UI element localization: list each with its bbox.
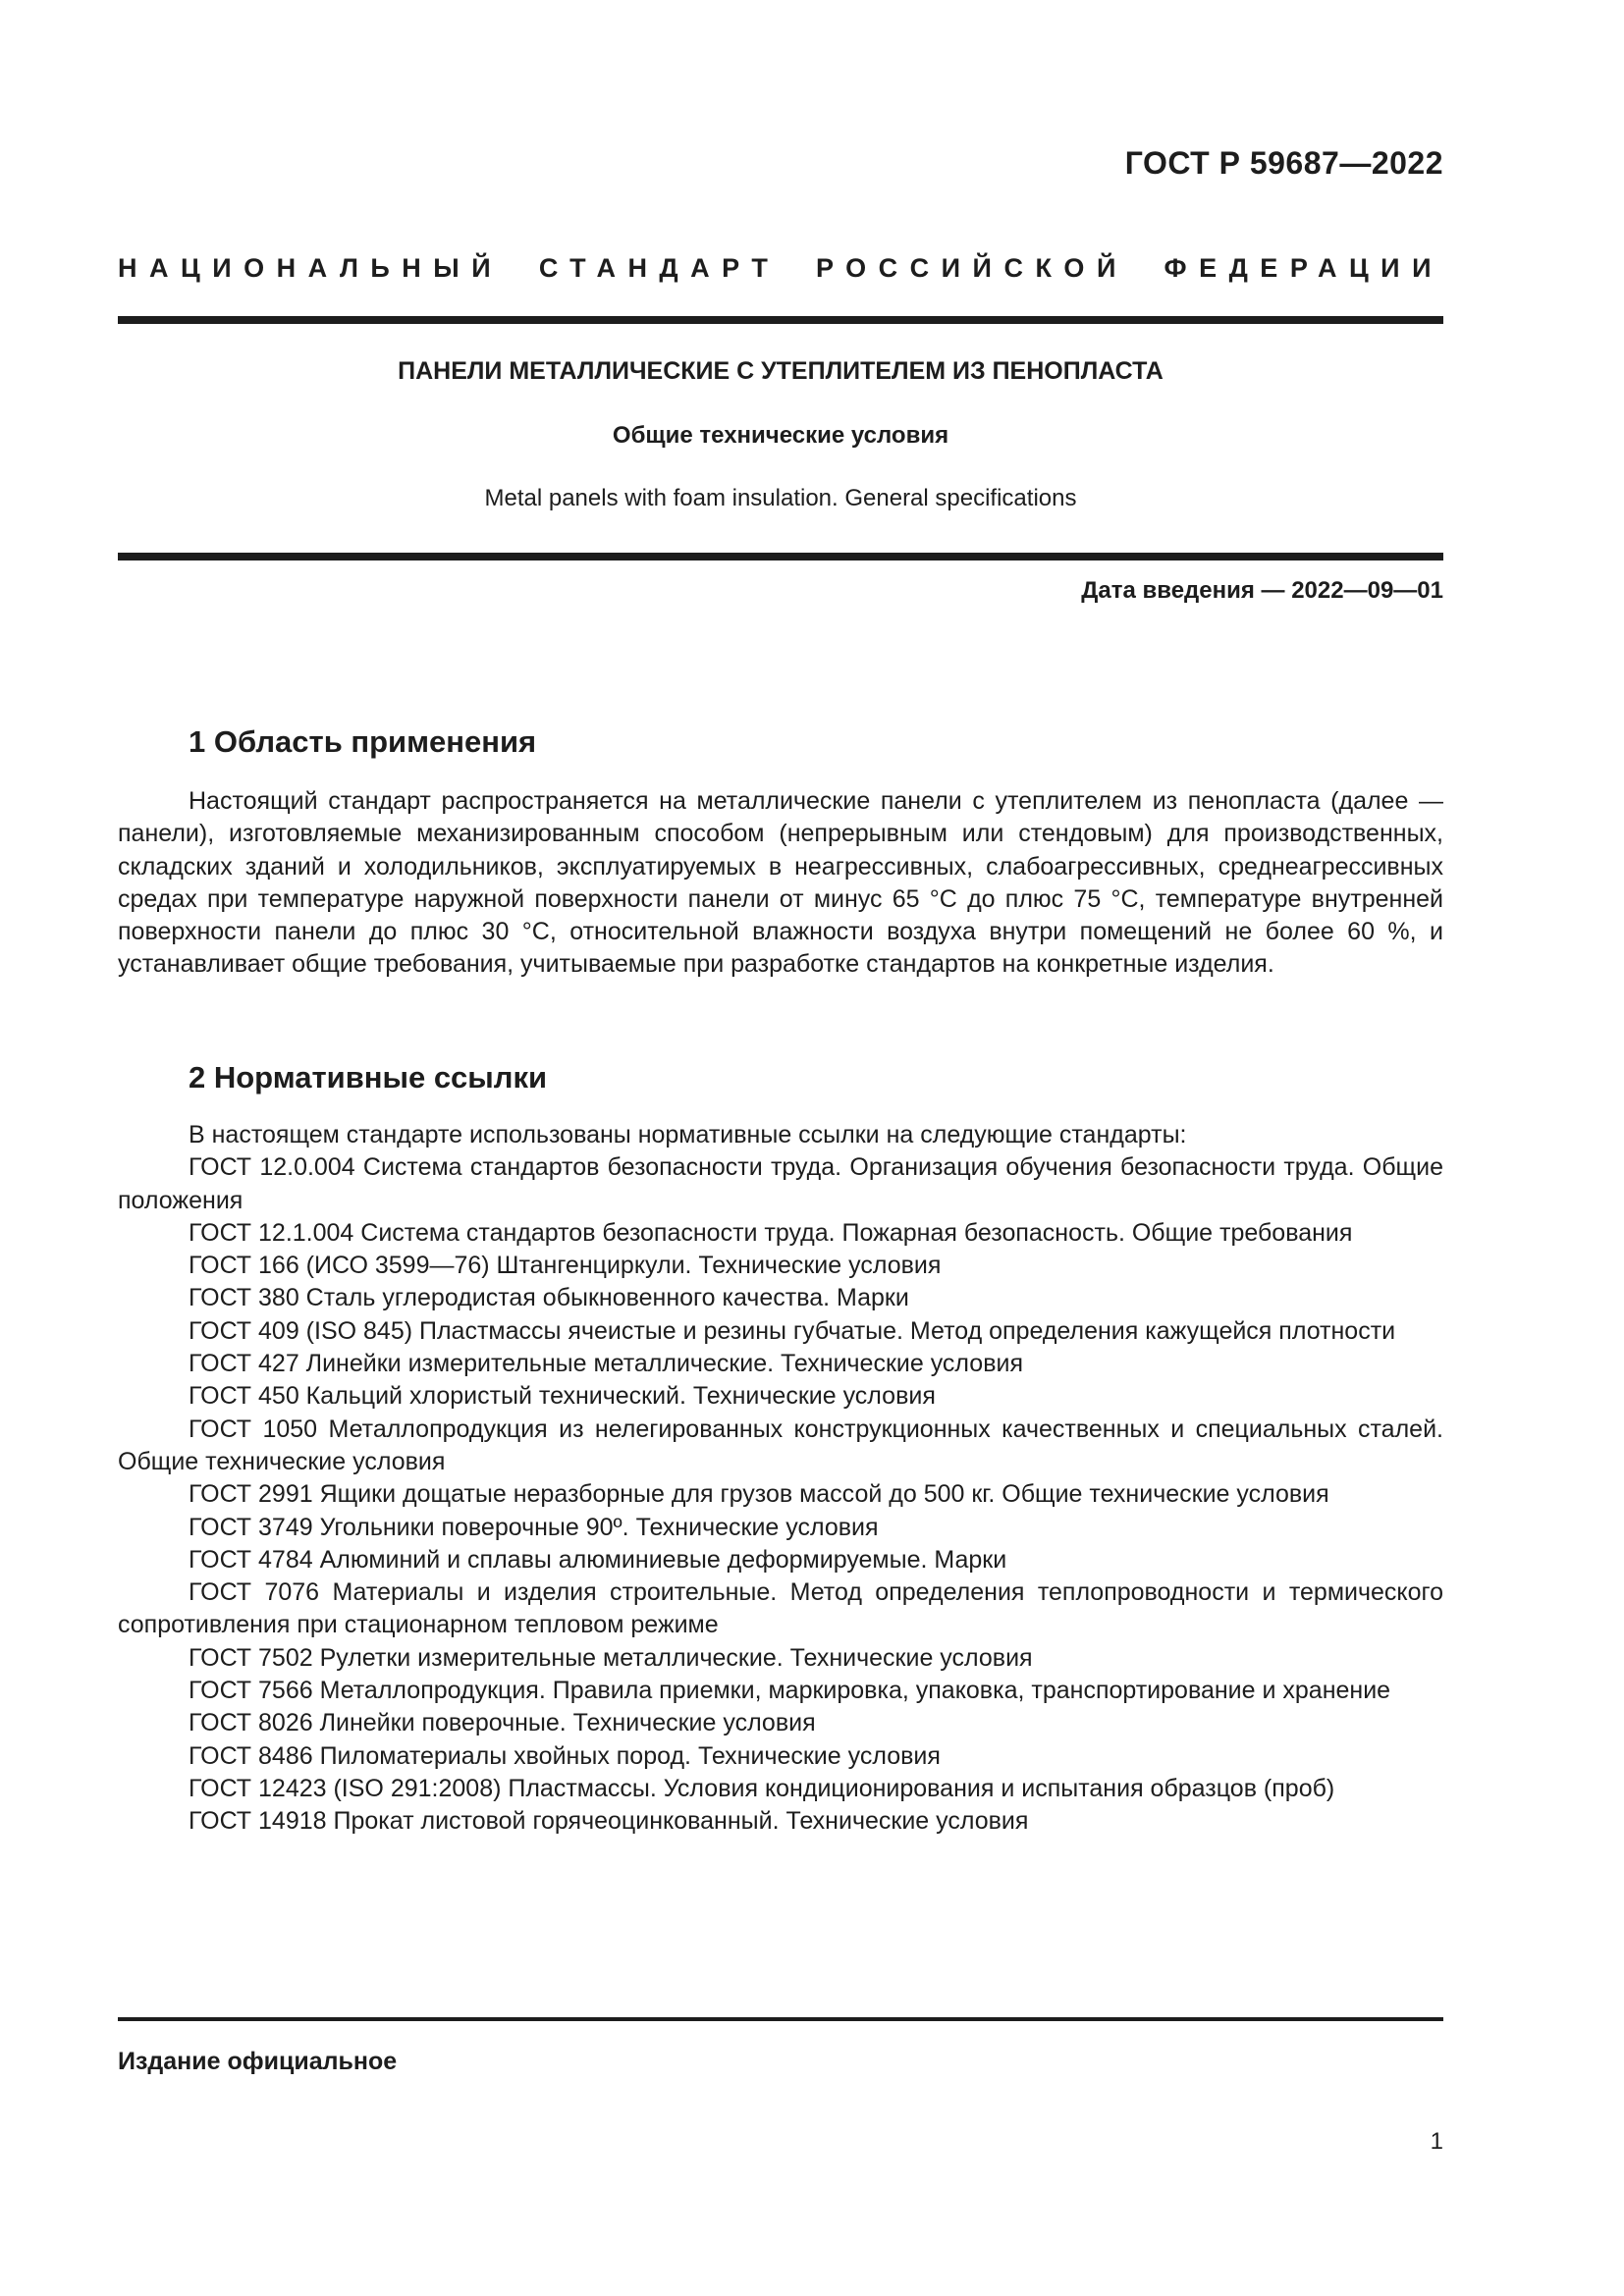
official-edition-label: Издание официальное <box>118 2048 398 2075</box>
section-heading-references: 2 Нормативные ссылки <box>189 1060 548 1095</box>
document-title-english: Metal panels with foam insulation. General specifications <box>484 485 1077 511</box>
top-divider <box>118 316 1443 324</box>
reference-item: ГОСТ 8486 Пиломатериалы хвойных пород. Технические условия <box>189 1741 941 1770</box>
reference-item: ГОСТ 166 (ИСО 3599—76) Штангенциркули. Технические условия <box>189 1252 942 1280</box>
reference-item: ГОСТ 3749 Угольники поверочные 90º. Технические условия <box>189 1513 879 1541</box>
document-title: ПАНЕЛИ МЕТАЛЛИЧЕСКИЕ С УТЕПЛИТЕЛЕМ ИЗ ПЕНОПЛАСТА <box>398 357 1164 385</box>
document-page <box>118 0 1443 2296</box>
reference-item: ГОСТ 2991 Ящики дощатые неразборные для грузов массой до 500 кг. Общие технические условия <box>189 1480 1329 1509</box>
reference-item: ГОСТ 380 Сталь углеродистая обыкновенного качества. Марки <box>189 1284 909 1312</box>
reference-item: ГОСТ 7076 Материалы и изделия строительные. Метод определения теплопроводности и термического сопротивления при стационарном тепловом режиме <box>118 1578 1443 1639</box>
scope-section-body <box>118 785 1443 982</box>
references-intro: В настоящем стандарте использованы нормативные ссылки на следующие стандарты: <box>189 1121 1187 1148</box>
reference-item: ГОСТ 7566 Металлопродукция. Правила приемки, маркировка, упаковка, транспортирование и хранение <box>189 1677 1391 1705</box>
doc-number: ГОСТ Р 59687—2022 <box>1124 145 1443 181</box>
reference-item: ГОСТ 409 (ISO 845) Пластмассы ячеистые и резины губчатые. Метод определения кажущейся плотности <box>189 1316 1396 1345</box>
reference-item: ГОСТ 12.0.004 Система стандартов безопасности труда. Организация обучения безопасности труда. Общие положения <box>118 1153 1443 1214</box>
reference-item: ГОСТ 8026 Линейки поверочные. Технические условия <box>189 1709 816 1737</box>
reference-item: ГОСТ 12.1.004 Система стандартов безопасности труда. Пожарная безопасность. Общие требования <box>189 1218 1353 1247</box>
reference-item: ГОСТ 427 Линейки измерительные металлические. Технические условия <box>189 1350 1023 1378</box>
reference-item: ГОСТ 14918 Прокат листовой горячеоцинкованный. Технические условия <box>189 1807 1029 1836</box>
section-heading-scope: 1 Область применения <box>189 724 537 759</box>
normative-references-list <box>118 1119 1443 1839</box>
introduction-date: Дата введения — 2022—09—01 <box>1081 577 1443 604</box>
title-divider <box>118 553 1443 561</box>
standard-type-banner: НАЦИОНАЛЬНЫЙ СТАНДАРТ РОССИЙСКОЙ ФЕДЕРАЦИИ <box>118 253 1443 283</box>
reference-item: ГОСТ 450 Кальций хлористый технический. Технические условия <box>189 1382 936 1411</box>
reference-item: ГОСТ 1050 Металлопродукция из нелегированных конструкционных качественных и специальных сталей. Общие технические условия <box>118 1415 1443 1475</box>
document-subtitle: Общие технические условия <box>612 422 949 449</box>
page-number: 1 <box>1430 2128 1443 2155</box>
scope-paragraph: Настоящий стандарт распространяется на металлические панели с утеплителем из пенопласта (далее — панели), изготовляемые механизированным способом (непрерывным или стендовым) для производственных, складских зданий и холодильников, эксплуатируемых в неагрессивных, слабоагрессивных, среднеагрессивных средах при температуре наружной поверхности панели от минус 65 °С до плюс 75 °С, температуре внутренней поверхности панели до плюс 30 °С, относительной влажности воздуха внутри помещений не более 60 %, и устанавливает общие требования, учитываемые при разработке стандартов на конкретные изделия. <box>118 787 1443 979</box>
reference-item: ГОСТ 12423 (ISO 291:2008) Пластмассы. Условия кондиционирования и испытания образцов (проб) <box>189 1774 1335 1802</box>
footer-divider <box>118 2017 1443 2021</box>
reference-item: ГОСТ 4784 Алюминий и сплавы алюминиевые деформируемые. Марки <box>189 1545 1007 1574</box>
reference-item: ГОСТ 7502 Рулетки измерительные металлические. Технические условия <box>189 1643 1033 1672</box>
